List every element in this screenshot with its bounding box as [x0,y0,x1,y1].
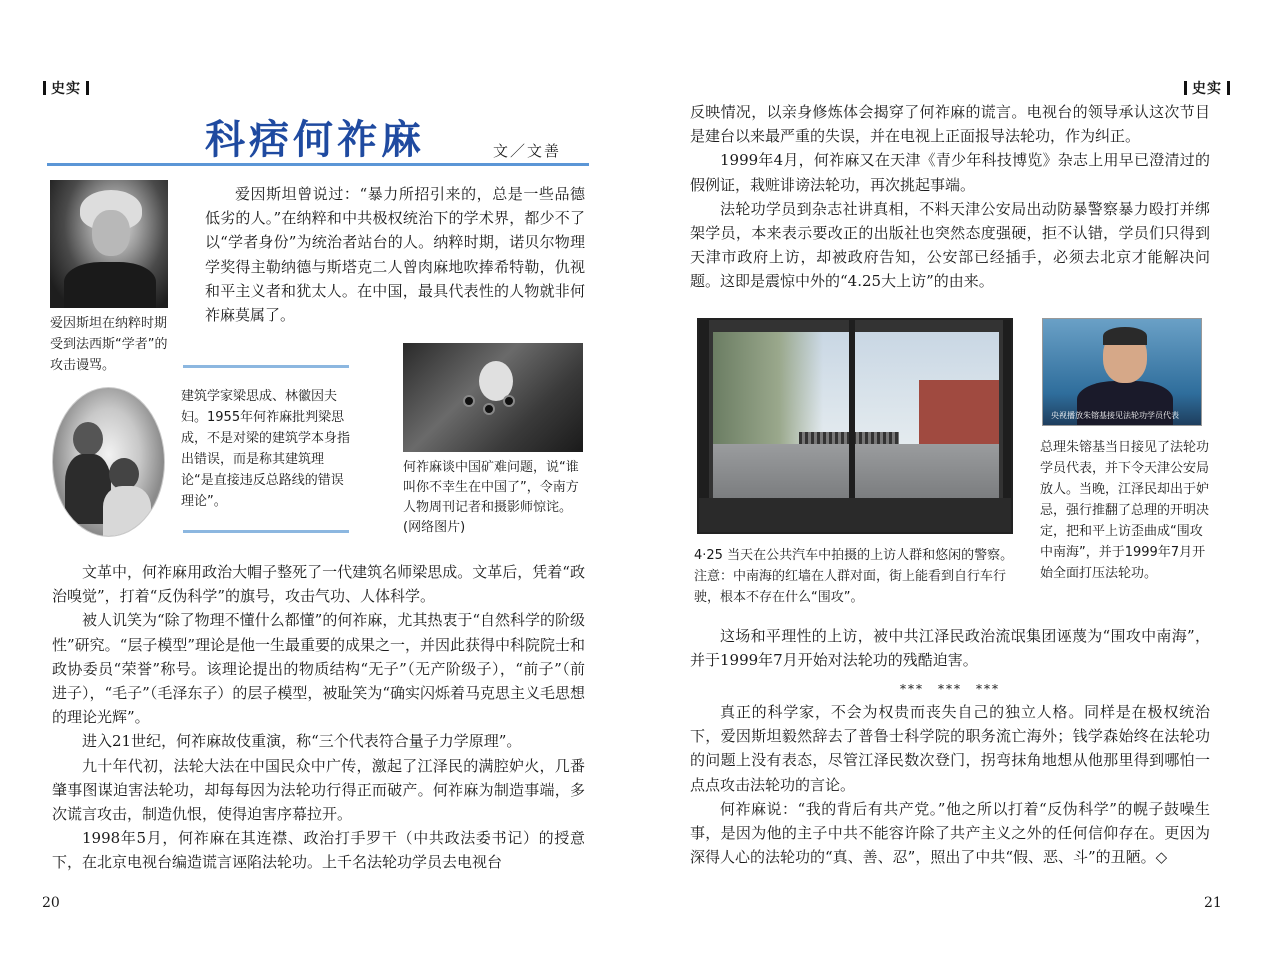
paragraph: 进入21世纪，何祚麻故伎重演，称“三个代表符合量子力学原理”。 [82,732,522,751]
paragraph: 反映情况，以亲身修炼体会揭穿了何祚麻的谎言。电视台的领导承认这次节目是建台以来最严重的失误，并在电视上正面报导法轮功，作为纠正。 [690,103,1210,146]
einstein-photo [50,180,168,308]
zhu-photo-caption: 央视播放朱镕基接见法轮功学员代表 [1051,411,1179,420]
section-tag-left: 史实 [38,78,94,98]
paragraph: 何祚麻说：“我的背后有共产党。”他之所以打着“反伪科学”的幌子鼓噪生事，是因为他的主子中共不能容许除了共产主义之外的任何信仰存在。更因为深得人心的法轮功的“真、善、忍”，照出了中共“假、恶、斗”的丑陋。◇ [690,799,1210,867]
zhu-caption: 总理朱镕基当日接见了法轮功学员代表，并下令天津公安局放人。当晚，江泽民却出于妒忌，强行推翻了总理的开明决定，把和平上访歪曲成“围攻中南海”，并于1999年7月开始全面打压法轮功。 [1040,440,1210,581]
page-number-right: 21 [1204,895,1222,911]
right-body-top [690,100,1210,294]
paragraph: 真正的科学家，不会为权贵而丧失自己的独立人格。同样是在极权统治下，爱因斯坦毅然辞去了普鲁士科学院的职务流亡海外；钱学森始终在法轮功的问题上没有表态，尽管江泽民数次登门，拐弯抹角地想从他那里得到哪怕一点点攻击法轮功的言论。 [690,703,1210,794]
zhu-rongji-photo [1042,318,1202,426]
left-page [0,0,632,978]
press-caption: 何祚麻谈中国矿难问题，说“谁叫你不幸生在中国了”，令南方人物周刊记者和摄影师惊诧。(网络图片) [403,460,579,535]
einstein-caption: 爱因斯坦在纳粹时期受到法西斯“学者”的攻击谩骂。 [50,316,168,373]
street-caption: 4·25 当天在公共汽车中拍摄的上访人群和悠闲的警察。注意：中南海的红墙在人群对面，街上能看到自行车行驶，根本不存在什么“围攻”。 [694,548,1014,605]
intro-paragraph: 爱因斯坦曾说过：“暴力所招引来的，总是一些品德低劣的人。”在纳粹和中共极权统治下的学术界，都少不了以“学者身份”为统治者站台的人。纳粹时期，诺贝尔物理学奖得主勒纳德与斯塔克二人曾肉麻地吹捧希特勒，仇视和平主义者和犹太人。在中国，最具代表性的人物就非何祚麻莫属了。 [205,185,585,325]
caption-rule-bottom [183,530,349,533]
section-tag-right: 史实 [1179,78,1235,98]
left-body [52,560,585,875]
press-photo [403,343,583,452]
paragraph: 九十年代初，法轮大法在中国民众中广传，激起了江泽民的满腔妒火，几番肇事图谋迫害法轮功，却每每因为法轮功行得正而破产。何祚麻为制造事端，多次谎言攻击，制造仇恨，使得迫害序幕拉开。 [52,756,585,824]
paragraph: 这场和平理性的上访，被中共江泽民政治流氓集团诬蔑为“围攻中南海”，并于1999年7月开始对法轮功的残酷迫害。 [690,627,1210,670]
article-title: 科痞何祚麻 [205,116,425,163]
caption-rule-top [183,365,349,368]
right-body-mid [690,624,1210,672]
page-number-left: 20 [42,895,60,911]
byline: 文／文善 [493,142,562,160]
paragraph: 文革中，何祚麻用政治大帽子整死了一代建筑名师梁思成。文革后，凭着“政治嗅觉”，打着“反伪科学”的旗号，攻击气功、人体科学。 [52,563,585,606]
liang-couple-photo [52,387,165,537]
paragraph: 1999年4月，何祚麻又在天津《青少年科技博览》杂志上用早已澄清过的假例证，栽赃诽谤法轮功，再次挑起事端。 [690,151,1210,194]
title-rule [47,163,589,166]
paragraph: 法轮功学员到杂志社讲真相，不料天津公安局出动防暴警察暴力殴打并绑架学员，本来表示要改正的出版社也突然态度强硬，拒不认错，学员们只得到天津市政府上访，却被政府告知，公安部已经插手，必须去北京才能解决问题。这即是震惊中外的“4.25大上访”的由来。 [690,199,1210,291]
paragraph: 1998年5月，何祚麻在其连襟、政治打手罗干（中共政法委书记）的授意下，在北京电视台编造谎言诬陷法轮功。上千名法轮功学员去电视台 [52,829,585,872]
section-divider: *** *** *** [899,682,1000,696]
right-body-end [690,700,1210,869]
liang-caption: 建筑学家梁思成、林徽因夫妇。1955年何祚麻批判梁思成，不是对梁的建筑学本身指出错误，而是称其建筑理论“是直接违反总路线的错误理论”。 [181,389,351,509]
street-photo [697,318,1013,534]
paragraph: 被人讥笑为“除了物理不懂什么都懂”的何祚麻，尤其热衷于“自然科学的阶级性”研究。“层子模型”理论是他一生最重要的成果之一，并因此获得中科院院士和政协委员“荣誉”称号。该理论提出的物质结构“无子”（无产阶级子），“前子”（前进子），“毛子”（毛泽东子）的层子模型，被耻笑为“确实闪烁着马克思主义毛思想的理论光辉”。 [52,611,586,727]
